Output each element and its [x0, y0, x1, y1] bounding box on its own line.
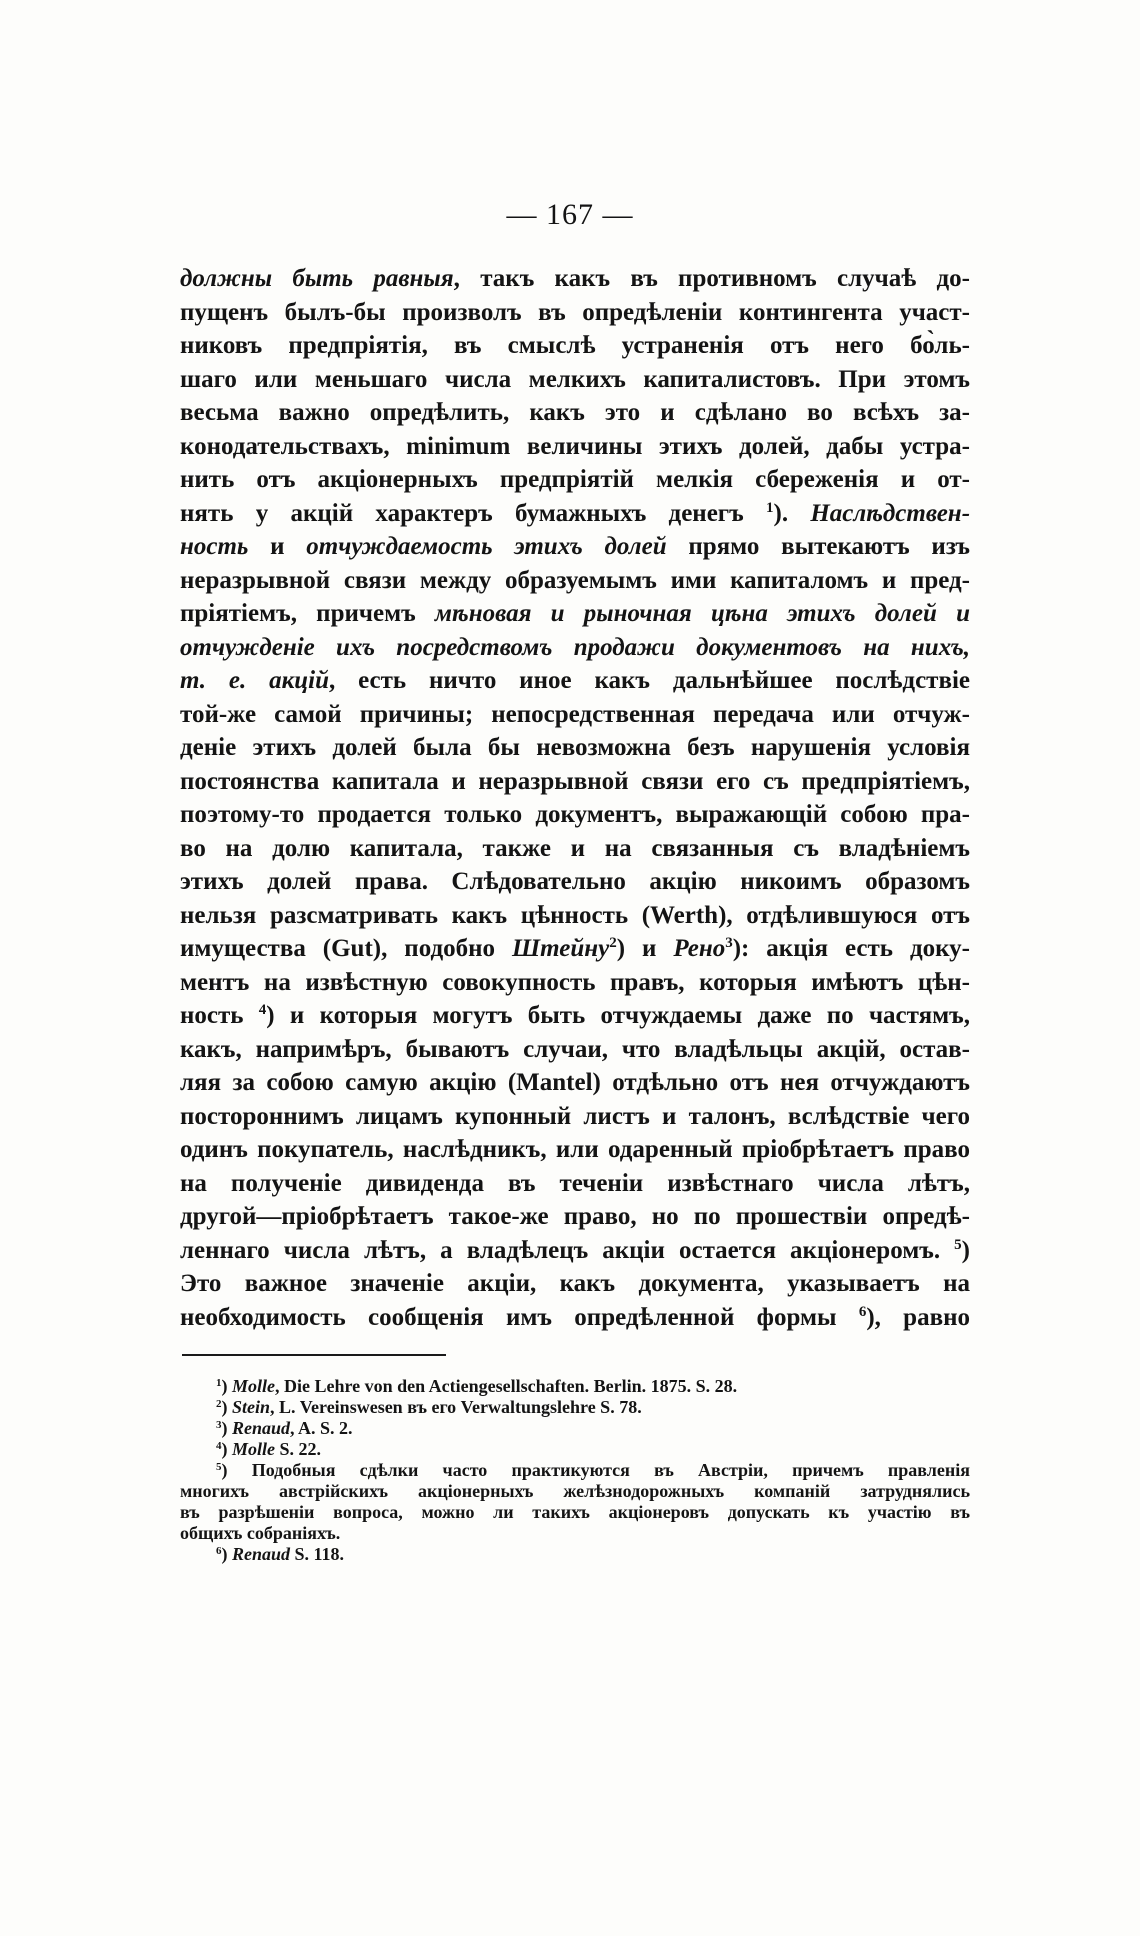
text-span: , есть ничто иное какъ дальнѣйшее послѣдствіе: [329, 667, 970, 694]
text-span: нять у акцій характеръ бумажныхъ денегъ: [180, 499, 766, 527]
italic-span: Рено: [673, 935, 726, 962]
text-line: [180, 999, 970, 1033]
italic-span: отчуждаемость этихъ долей: [306, 533, 667, 560]
italic-span: отчужденіе ихъ посредствомъ продажи документовъ на нихъ,: [180, 633, 970, 661]
text-line: [180, 1301, 970, 1335]
text-line: во на долю капитала, также и на связанныя съ владѣніемъ: [180, 834, 970, 862]
italic-span: ность: [180, 533, 249, 560]
text-span: , такъ какъ въ противномъ случаѣ до-: [453, 265, 971, 292]
text-span: ) и: [616, 935, 674, 962]
footnote-marker: 3: [216, 1419, 222, 1431]
footnote-marker: 5: [216, 1461, 222, 1473]
text-line: пущенъ былъ-бы произволъ въ опредѣленіи контингента участ-: [180, 298, 970, 326]
text-line: другой—пріобрѣтаетъ такое-же право, но по прошествіи опредѣ-: [180, 1203, 970, 1230]
footnote: $^3$) Renaud, A. S. 2.: [216, 1418, 353, 1438]
text-span: ).: [773, 499, 811, 527]
text-span: S. 118.: [290, 1544, 345, 1564]
text-line: [180, 1234, 970, 1268]
text-line: той-же самой причины; непосредственная передача или отчуж-: [180, 700, 970, 728]
footnote: $^4$) Molle S. 22.: [216, 1439, 322, 1459]
footnote-marker: 4: [216, 1440, 222, 1452]
footnote: $^6$) Renaud S. 118.: [216, 1544, 345, 1564]
footnote: $^1$) Molle, Die Lehre von den Actiengesellschaften. Berlin. 1875. S. 28.: [216, 1376, 738, 1396]
text-span: ), равно: [866, 1303, 970, 1331]
italic-span: Stein: [232, 1397, 271, 1417]
text-line: ляя за собою самую акцію (Mantel) отдѣльно отъ нея отчуждаютъ: [180, 1069, 970, 1096]
footnote-ref: 4: [258, 1002, 267, 1018]
italic-span: мѣновая и рыночная цѣна этихъ долей и: [434, 600, 970, 627]
text-line: какъ, напримѣръ, бываютъ случаи, что владѣльцы акцій, остав-: [180, 1035, 970, 1063]
text-span: , L. Vereinswesen въ его Verwaltungslehre S. 78.: [270, 1397, 642, 1417]
text-line: постоянства капитала и неразрывной связи его съ предпріятіемъ,: [180, 767, 970, 795]
footnote-ref: 3: [725, 935, 733, 951]
text-line: поэтому-то продается только документъ, выражающій собою пра-: [180, 801, 970, 828]
footnote-continuation: многихъ австрійскихъ акціонерныхъ желѣзнодорожныхъ компаній затруднялись: [180, 1481, 970, 1501]
text-line: нельзя разсматривать какъ цѣнность (Werth), отдѣлившуюся отъ: [180, 901, 970, 929]
text-line: постороннимъ лицамъ купонный листъ и талонъ, вслѣдствіе чего: [180, 1102, 970, 1130]
italic-span: Renaud: [232, 1418, 291, 1438]
text-line: [180, 530, 970, 564]
text-span: ) и которыя могутъ быть отчуждаемы даже по частямъ,: [266, 1002, 970, 1029]
footnote-continuation: общихъ собраніяхъ.: [180, 1523, 341, 1543]
text-line: деніе этихъ долей была бы невозможна безъ нарушенія условія: [180, 734, 970, 761]
footnote-ref: 1: [766, 499, 774, 516]
text-line: никовъ предпріятія, въ смыслѣ устраненія отъ него бо̀ль-: [180, 332, 970, 359]
text-span: ность: [180, 1002, 259, 1029]
italic-span: Штейну: [511, 935, 610, 962]
text-line: одинъ покупатель, наслѣдникъ, или одаренный пріобрѣтаетъ право: [180, 1136, 970, 1163]
text-span: ): [961, 1236, 970, 1264]
text-line: нить отъ акціонерныхъ предпріятій мелкія сбереженія и от-: [180, 466, 970, 493]
text-line: ментъ на извѣстную совокупность правъ, которыя имѣютъ цѣн-: [180, 968, 970, 996]
footnote-divider: [182, 1354, 446, 1356]
text-line: этихъ долей права. Слѣдовательно акцію никоимъ образомъ: [180, 868, 970, 895]
italic-span: Renaud: [232, 1544, 291, 1564]
text-span: имущества (Gut), подобно: [180, 935, 512, 962]
footnote-ref: 2: [609, 935, 617, 951]
text-span: необходимость сообщенія имъ опредѣленной формы: [180, 1303, 859, 1331]
text-line: [180, 932, 970, 966]
text-span: пріятіемъ, причемъ: [180, 600, 435, 627]
text-line: Это важное значеніе акціи, какъ документа, указываетъ на: [180, 1270, 970, 1297]
italic-span: Molle: [232, 1439, 275, 1459]
footnote-marker: 1: [216, 1377, 222, 1389]
italic-span: должны быть равныя: [180, 265, 454, 292]
text-line: [180, 664, 970, 698]
text-line: [180, 631, 970, 665]
body-text: [180, 262, 970, 1334]
text-span: , A. S. 2.: [290, 1418, 353, 1438]
footnote-ref: 5: [954, 1236, 962, 1253]
text-line: [180, 262, 970, 296]
text-span: , Die Lehre von den Actiengesellschaften. Berlin. 1875. S. 28.: [275, 1376, 738, 1396]
text-span: и: [248, 533, 307, 560]
footnote-ref: 6: [858, 1303, 867, 1320]
text-line: конодательствахъ, minimum величины этихъ долей, дабы устра-: [180, 432, 970, 460]
text-span: S. 22.: [275, 1439, 322, 1459]
text-span: ): акція есть доку-: [732, 935, 970, 962]
text-line: неразрывной связи между образуемымъ ими капиталомъ и пред-: [180, 566, 970, 594]
page-number: — 167 —: [506, 198, 634, 231]
text-line: [180, 597, 970, 631]
italic-span: т. е. акцій: [180, 667, 329, 694]
footnote: $^2$) Stein, L. Vereinswesen въ его Verwaltungslehre S. 78.: [216, 1397, 642, 1417]
footnote-marker: 2: [216, 1398, 222, 1410]
text-line: весьма важно опредѣлить, какъ это и сдѣлано во всѣхъ за-: [180, 399, 970, 426]
text-span: Подобныя сдѣлки часто практикуются въ Австріи, причемъ правленія: [251, 1460, 970, 1480]
italic-span: Molle: [232, 1376, 275, 1396]
text-line: шаго или меньшаго числа мелкихъ капиталистовъ. При этомъ: [180, 365, 970, 393]
text-line: [180, 497, 970, 531]
text-span: леннаго числа лѣтъ, а владѣлецъ акціи остается акціонеромъ.: [180, 1236, 955, 1264]
italic-span: Наслѣдствен-: [810, 499, 971, 527]
footnote: $^5$) Подобныя сдѣлки часто практикуются въ Австріи, причемъ правленія: [216, 1460, 970, 1480]
footnote-continuation: въ разрѣшеніи вопроса, можно ли такихъ акціонеровъ допускать къ участію въ: [180, 1502, 970, 1522]
text-span: прямо вытекаютъ изъ: [666, 533, 971, 560]
text-line: на полученіе дивиденда въ теченіи извѣстнаго числа лѣтъ,: [180, 1169, 970, 1197]
footnotes: [180, 1376, 970, 1565]
footnote-marker: 6: [216, 1545, 222, 1557]
